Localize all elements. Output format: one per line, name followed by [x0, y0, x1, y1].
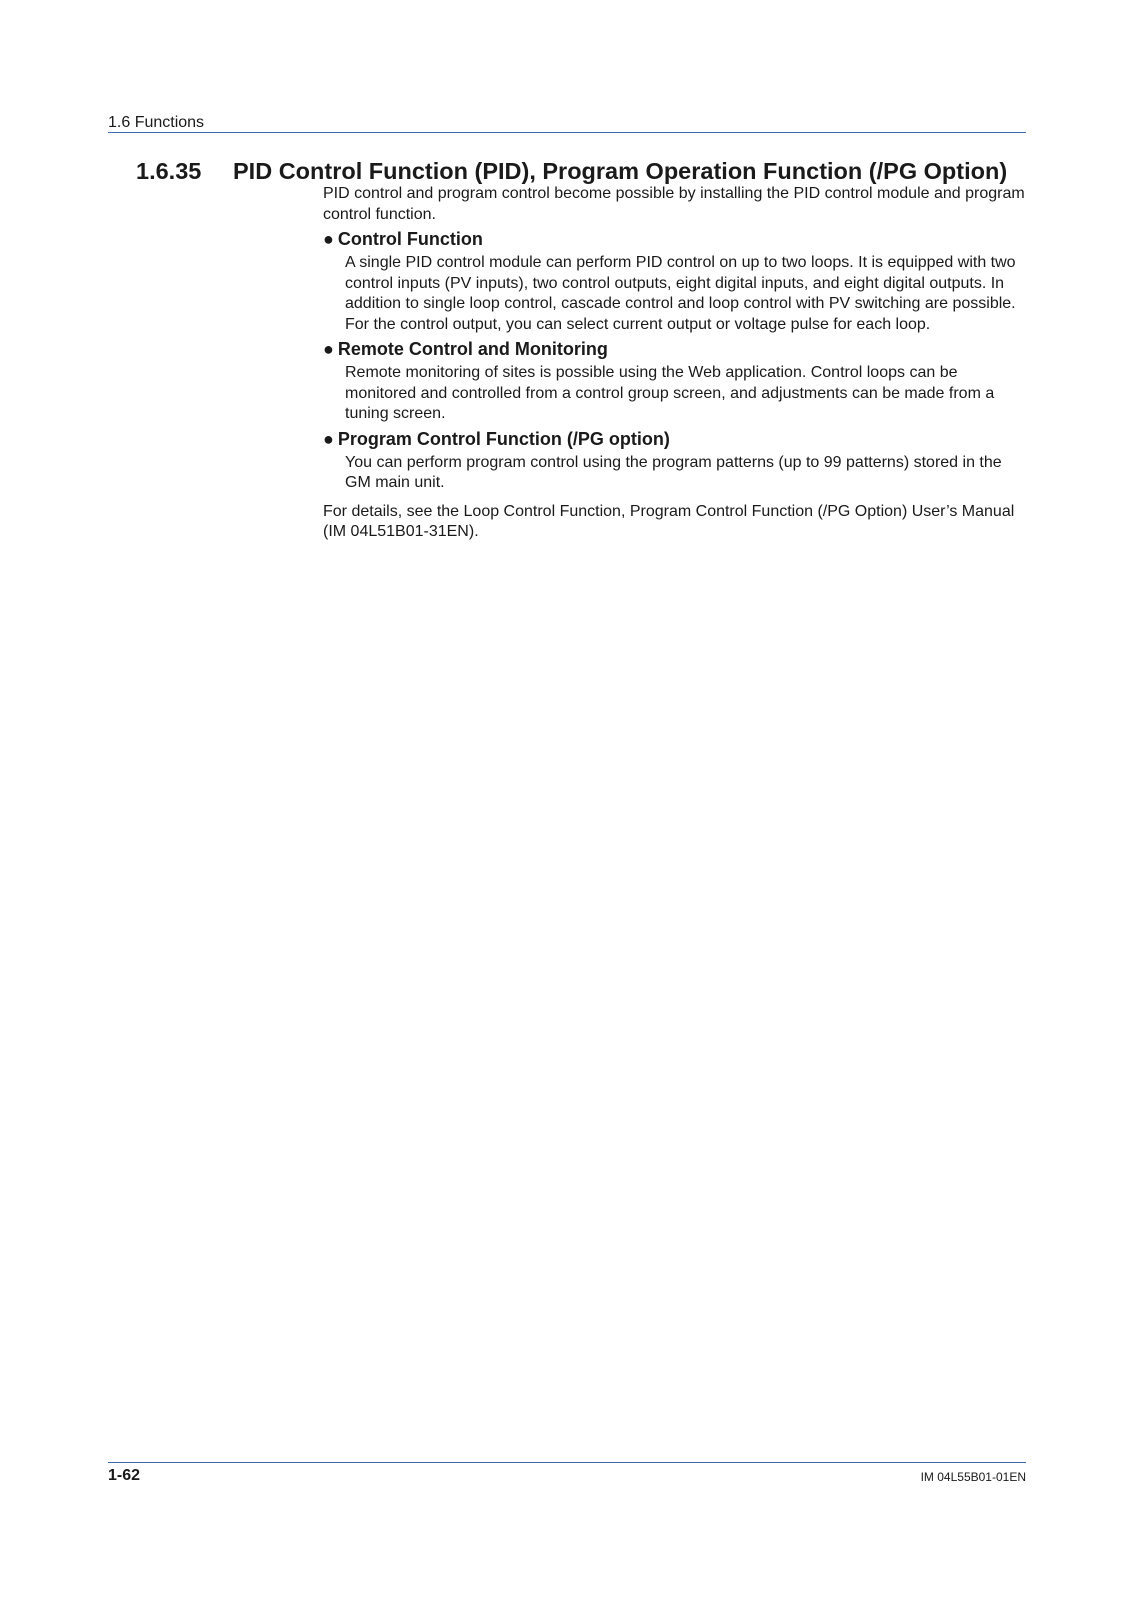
intro-paragraph: PID control and program control become possible by installing the PID control module and program control function.	[323, 185, 1025, 223]
subheading-label: Control Function	[337, 229, 483, 249]
remote-control-paragraph: Remote monitoring of sites is possible using the Web application. Control loops can be monitored and controlled from a control group screen, and adjustments can be made from a tuning screen.	[345, 364, 995, 422]
subheading-label: Remote Control and Monitoring	[337, 339, 608, 359]
program-control-paragraph: You can perform program control using the program patterns (up to 99 patterns) stored in the GM main unit.	[345, 453, 1002, 491]
page-footer	[108, 1462, 1026, 1487]
bullet-icon: ●	[323, 339, 334, 359]
bullet-icon: ●	[323, 428, 334, 449]
subheading-control-function	[323, 228, 1028, 250]
section-title: PID Control Function (PID), Program Operation Function (/PG Option)	[233, 158, 1008, 184]
page-number: 1-62	[108, 1467, 141, 1484]
section-heading	[136, 156, 1007, 186]
subheading-label: Program Control Function (/PG option)	[337, 428, 670, 449]
bullet-icon: ●	[323, 229, 334, 249]
control-function-paragraph: A single PID control module can perform PID control on up to two loops. It is equipped with two control inputs (PV inputs), two control outputs, eight digital inputs, and eight digital outputs. In addition to single loop control, cascade control and loop control with PV switching are possible. For the control output, you can select current output or voltage pulse for each loop.	[345, 254, 1016, 333]
header-section-label: 1.6 Functions	[108, 114, 205, 131]
page-header	[108, 114, 1026, 133]
details-paragraph: For details, see the Loop Control Function, Program Control Function (/PG Option) User’s Manual (IM 04L51B01-31EN).	[323, 502, 1015, 540]
subheading-remote-control	[323, 338, 1028, 360]
subheading-program-control	[323, 428, 1028, 450]
document-id: IM 04L55B01-01EN	[920, 1470, 1026, 1484]
section-content	[323, 184, 1028, 543]
section-number: 1.6.35	[136, 158, 202, 184]
